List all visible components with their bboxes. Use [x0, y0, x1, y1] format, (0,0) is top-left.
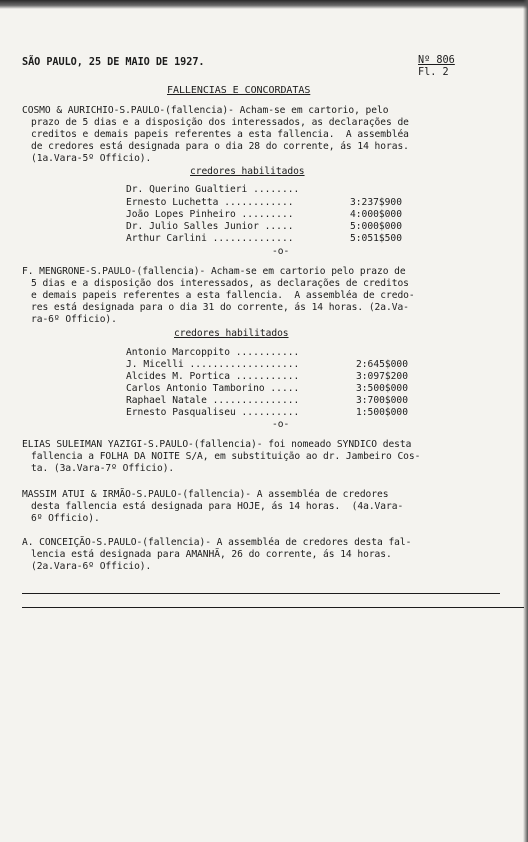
- creditor-value: 3:700$000: [356, 395, 408, 406]
- creditor-name: Ernesto Luchetta ............: [126, 197, 294, 208]
- entry-line: (2a.Vara-6º Officio).: [31, 561, 152, 572]
- entry-line: e demais papeis referentes a esta fallencia. A assembléa de credo-: [31, 290, 415, 301]
- creditor-name: J. Micelli ...................: [126, 359, 300, 370]
- entry-line: ra-6º Officio).: [31, 314, 117, 325]
- entry-line: MASSIM ATUI & IRMÃO-S.PAULO-(fallencia)- A assembléa de credores: [22, 489, 389, 500]
- credores-title: credores habilitados: [190, 166, 305, 177]
- entry-line: F. MENGRONE-S.PAULO-(fallencia)- Acham-se em cartorio pelo prazo de: [22, 266, 406, 277]
- closing-rule-top: [22, 593, 500, 594]
- separator: -o-: [272, 419, 290, 430]
- section-title: FALLENCIAS E CONCORDATAS: [167, 85, 311, 96]
- creditor-value: 5:000$000: [350, 221, 402, 232]
- document-number: Nº 806: [418, 55, 455, 66]
- creditor-name: Carlos Antonio Tamborino .....: [126, 383, 300, 394]
- creditor-value: 2:645$000: [356, 359, 408, 370]
- entry-line: desta fallencia está designada para HOJE, ás 14 horas. (4a.Vara-: [31, 501, 404, 512]
- entry-line: creditos e demais papeis referentes a esta fallencia. A assembléa: [31, 129, 409, 140]
- creditor-value: 1:500$000: [356, 407, 408, 418]
- creditor-name: Raphael Natale ...............: [126, 395, 300, 406]
- scan-right-edge: [523, 0, 528, 842]
- entry-line: de credores está designada para o dia 28 do corrente, ás 14 horas.: [31, 141, 409, 152]
- entry-line: 5 dias e a disposição dos interessados, as declarações de creditos: [31, 278, 409, 289]
- creditor-value: 3:237$900: [350, 197, 402, 208]
- entry-line: fallencia a FOLHA DA NOITE S/A, em substituição ao dr. Jambeiro Cos-: [31, 451, 421, 462]
- creditor-value: 3:500$000: [356, 383, 408, 394]
- scan-top-edge: [0, 0, 528, 9]
- entry-line: res está designada para o dia 31 do corrente, ás 14 horas. (2a.Va-: [31, 302, 409, 313]
- entry-line: ELIAS SULEIMAN YAZIGI-S.PAULO-(fallencia)- foi nomeado SYNDICO desta: [22, 439, 412, 450]
- creditor-value: 4:000$000: [350, 209, 402, 220]
- creditor-name: Alcides M. Portica ...........: [126, 371, 300, 382]
- creditor-name: Dr. Querino Gualtieri ........: [126, 184, 300, 195]
- entry-line: (1a.Vara-5º Officio).: [31, 153, 152, 164]
- separator: -o-: [272, 246, 290, 257]
- dateline: SÃO PAULO, 25 DE MAIO DE 1927.: [22, 57, 205, 68]
- creditor-name: Antonio Marcoppito ...........: [126, 347, 300, 358]
- entry-line: ta. (3a.Vara-7º Officio).: [31, 463, 175, 474]
- entry-line: A. CONCEIÇÃO-S.PAULO-(fallencia)- A assembléa de credores desta fal-: [22, 537, 412, 548]
- creditor-name: Dr. Julio Salles Junior .....: [126, 221, 294, 232]
- entry-line: lencia está designada para AMANHÃ, 26 do corrente, ás 14 horas.: [31, 549, 392, 560]
- entry-line: prazo de 5 dias e a disposição dos interessados, as declarações de: [31, 117, 409, 128]
- credores-title: credores habilitados: [174, 328, 289, 339]
- creditor-name: João Lopes Pinheiro .........: [126, 209, 294, 220]
- creditor-name: Arthur Carlini ..............: [126, 233, 294, 244]
- creditor-name: Ernesto Pasqualiseu ..........: [126, 407, 300, 418]
- closing-rule-bottom: [22, 607, 524, 608]
- creditor-value: 5:051$500: [350, 233, 402, 244]
- entry-line: COSMO & AURICHIO-S.PAULO-(fallencia)- Acham-se em cartorio, pelo: [22, 105, 389, 116]
- creditor-value: 3:097$200: [356, 371, 408, 382]
- entry-line: 6º Officio).: [31, 513, 100, 524]
- sheet-number: Fl. 2: [418, 67, 449, 78]
